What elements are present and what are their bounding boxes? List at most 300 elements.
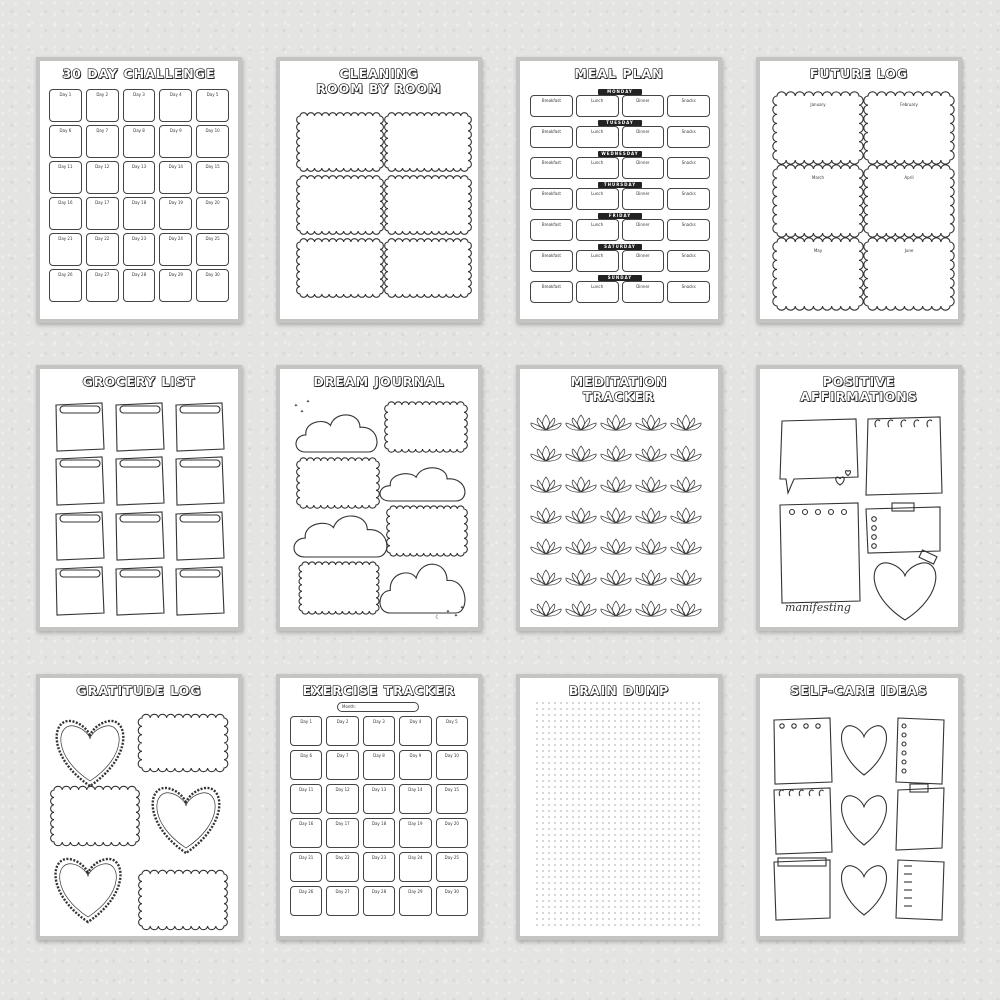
- lotus-icon: [601, 477, 631, 492]
- exercise-day-cell: Day 19: [399, 818, 431, 848]
- exercise-day-cell: Day 4: [399, 716, 431, 746]
- lotus-icon: [531, 570, 561, 585]
- grocery-label-pill: [120, 570, 160, 577]
- meal-row: [530, 250, 710, 272]
- punch-hole: [816, 510, 821, 515]
- exercise-day-cell: Day 13: [363, 784, 395, 814]
- challenge-day-cell: Day 25: [196, 233, 229, 266]
- punch-hole: [792, 724, 796, 728]
- card-positive-affirmations: [756, 365, 962, 631]
- card-title: POSITIVE AFFIRMATIONS: [800, 374, 918, 404]
- punch-hole: [902, 742, 906, 746]
- lotus-petal: [648, 539, 655, 554]
- meal-cell: Breakfast: [530, 281, 573, 303]
- exercise-day-cell: Day 16: [290, 818, 322, 848]
- card-cleaning-room-by-room: [276, 57, 482, 323]
- lotus-icon: [601, 508, 631, 523]
- cloud: [380, 564, 465, 613]
- lotus-petal: [546, 542, 555, 554]
- heart-shape: [842, 796, 887, 845]
- lotus-icon: [636, 539, 666, 554]
- meal-cell: Snacks: [667, 95, 710, 117]
- lotus-petal: [677, 604, 686, 616]
- lotus-petal: [572, 573, 581, 585]
- exercise-day-cell: Day 15: [436, 784, 468, 814]
- lotus-icon: [601, 570, 631, 585]
- spiral-ring: [888, 420, 893, 427]
- note-paper: [774, 860, 830, 920]
- lotus-petal: [683, 539, 690, 554]
- meal-cell: Dinner: [622, 126, 665, 148]
- gratitude-box: [138, 714, 228, 771]
- star-icon: ✦: [445, 609, 451, 615]
- exercise-day-cell: Day 25: [436, 852, 468, 882]
- lotus-petal: [581, 511, 590, 523]
- card-gratitude-log: [36, 674, 242, 940]
- card-title: MEAL PLAN: [574, 66, 664, 81]
- lotus-petal: [537, 418, 546, 430]
- card-title: EXERCISE TRACKER: [302, 683, 456, 698]
- punch-hole: [816, 724, 820, 728]
- lotus-petal: [616, 449, 625, 461]
- lotus-petal: [578, 446, 585, 461]
- lotus-petal: [537, 480, 546, 492]
- room-box: [297, 113, 384, 172]
- exercise-day-cell: Day 18: [363, 818, 395, 848]
- lotus-petal: [642, 511, 651, 523]
- exercise-day-cell: Day 5: [436, 716, 468, 746]
- challenge-day-cell: Day 23: [123, 233, 156, 266]
- punch-hole: [803, 510, 808, 515]
- challenge-day-cell: Day 8: [123, 125, 156, 158]
- lotus-petal: [543, 601, 550, 616]
- exercise-day-cell: Day 28: [363, 886, 395, 916]
- lotus-icon: [671, 601, 701, 616]
- card-title: GROCERY LIST: [82, 374, 196, 389]
- card-title: GRATITUDE LOG: [76, 683, 202, 698]
- card-title: SELF-CARE IDEAS: [790, 683, 928, 698]
- note-paper: [866, 507, 940, 553]
- lotus-icon: [636, 570, 666, 585]
- meal-cell: Lunch: [576, 188, 619, 210]
- spiral-ring: [819, 790, 823, 796]
- punch-hole: [902, 751, 906, 755]
- meal-cell: Snacks: [667, 126, 710, 148]
- grocery-label-pill: [120, 515, 160, 522]
- meal-day-label: WEDNESDAY: [598, 151, 642, 157]
- meal-cell: Breakfast: [530, 95, 573, 117]
- lotus-petal: [572, 604, 581, 616]
- lotus-icon: [566, 570, 596, 585]
- lotus-icon: [671, 508, 701, 523]
- lotus-petal: [543, 415, 550, 430]
- speech-bubble: [780, 419, 858, 493]
- note-paper: [896, 788, 944, 850]
- grocery-label-pill: [60, 406, 100, 413]
- challenge-day-cell: Day 4: [159, 89, 192, 122]
- exercise-day-cell: Day 17: [326, 818, 358, 848]
- lotus-petal: [607, 480, 616, 492]
- lotus-icon: [601, 415, 631, 430]
- lotus-petal: [651, 418, 660, 430]
- lotus-petal: [537, 511, 546, 523]
- lotus-petal: [651, 604, 660, 616]
- grocery-label-pill: [180, 515, 220, 522]
- lotus-icon: [601, 446, 631, 461]
- lotus-icon: [671, 570, 701, 585]
- room-box: [385, 239, 472, 298]
- exercise-day-cell: Day 1: [290, 716, 322, 746]
- meal-row: [530, 219, 710, 241]
- tape-strip: [919, 550, 937, 564]
- lotus-petal: [648, 508, 655, 523]
- challenge-day-cell: Day 7: [86, 125, 119, 158]
- lotus-icon: [671, 477, 701, 492]
- lotus-petal: [651, 480, 660, 492]
- lotus-petal: [616, 511, 625, 523]
- card-brain-dump: [516, 674, 722, 940]
- punch-hole: [872, 544, 877, 549]
- grocery-label-pill: [60, 515, 100, 522]
- grocery-label-pill: [120, 406, 160, 413]
- lotus-icon: [566, 601, 596, 616]
- punch-hole: [842, 510, 847, 515]
- grocery-label-pill: [60, 570, 100, 577]
- room-box: [297, 176, 384, 235]
- dream-journal-shapes: [280, 369, 478, 627]
- exercise-day-cell: Day 24: [399, 852, 431, 882]
- grocery-label-pill: [180, 460, 220, 467]
- lotus-petal: [651, 449, 660, 461]
- moon-icon: ☾: [435, 614, 441, 621]
- lotus-petal: [578, 508, 585, 523]
- month-label: March: [811, 175, 825, 180]
- lotus-petal: [648, 415, 655, 430]
- exercise-day-cell: Day 8: [363, 750, 395, 780]
- meal-cell: Dinner: [622, 250, 665, 272]
- grocery-box: [56, 457, 104, 505]
- meal-day-label: SATURDAY: [598, 244, 642, 250]
- card-exercise-tracker: [276, 674, 482, 940]
- flower-heart: [153, 788, 220, 853]
- grocery-box: [176, 567, 224, 615]
- lotus-petal: [581, 480, 590, 492]
- card-30-day-challenge: [36, 57, 242, 323]
- lotus-icon: [671, 539, 701, 554]
- lotus-icon: [566, 539, 596, 554]
- lotus-icon: [636, 508, 666, 523]
- dream-box: [385, 402, 468, 452]
- lotus-petal: [683, 601, 690, 616]
- lotus-petal: [683, 477, 690, 492]
- meal-day-label: SUNDAY: [598, 275, 642, 281]
- lotus-petal: [581, 418, 590, 430]
- lotus-icon: [636, 477, 666, 492]
- lotus-petal: [648, 477, 655, 492]
- lotus-petal: [578, 415, 585, 430]
- lotus-petal: [578, 570, 585, 585]
- meal-cell: Lunch: [576, 281, 619, 303]
- grocery-box: [56, 567, 104, 615]
- grocery-box: [116, 403, 164, 451]
- challenge-day-cell: Day 13: [123, 161, 156, 194]
- spiral-ring: [914, 420, 919, 427]
- lotus-icon: [531, 539, 561, 554]
- exercise-day-cell: Day 14: [399, 784, 431, 814]
- exercise-day-cell: Day 6: [290, 750, 322, 780]
- lotus-icon: [636, 446, 666, 461]
- lotus-petal: [578, 539, 585, 554]
- meal-cell: Snacks: [667, 219, 710, 241]
- meal-row: [530, 126, 710, 148]
- lotus-petal: [686, 449, 695, 461]
- gratitude-box: [139, 870, 228, 929]
- lotus-petal: [683, 446, 690, 461]
- meal-cell: Lunch: [576, 250, 619, 272]
- lotus-petal: [537, 542, 546, 554]
- challenge-day-cell: Day 22: [86, 233, 119, 266]
- meal-cell: Snacks: [667, 157, 710, 179]
- spiral-ring: [779, 790, 783, 796]
- exercise-day-cell: Day 3: [363, 716, 395, 746]
- card-title: MEDITATION TRACKER: [570, 374, 668, 404]
- star-icon: ✦: [453, 613, 459, 619]
- lotus-petal: [613, 477, 620, 492]
- lotus-petal: [686, 418, 695, 430]
- card-dream-journal: [276, 365, 482, 631]
- cloud: [294, 516, 387, 557]
- exercise-day-cell: Day 20: [436, 818, 468, 848]
- challenge-day-grid: [49, 89, 229, 302]
- lotus-icon: [601, 601, 631, 616]
- lotus-petal: [613, 601, 620, 616]
- room-box: [385, 113, 472, 172]
- grocery-box: [56, 403, 104, 451]
- meal-cell: Dinner: [622, 219, 665, 241]
- note-paper: [780, 503, 860, 603]
- lotus-petal: [543, 508, 550, 523]
- lotus-petal: [616, 418, 625, 430]
- star-icon: ✦: [459, 605, 465, 611]
- lotus-petal: [537, 573, 546, 585]
- lotus-petal: [686, 573, 695, 585]
- exercise-day-cell: Day 23: [363, 852, 395, 882]
- dot-grid: [534, 700, 704, 928]
- card-meal-plan: [516, 57, 722, 323]
- meal-cell: Dinner: [622, 188, 665, 210]
- challenge-day-cell: Day 3: [123, 89, 156, 122]
- lotus-petal: [677, 449, 686, 461]
- lotus-petal: [572, 480, 581, 492]
- challenge-day-cell: Day 28: [123, 269, 156, 302]
- spiral-ring: [809, 790, 813, 796]
- grocery-box: [116, 512, 164, 560]
- lotus-petal: [546, 480, 555, 492]
- meal-row: [530, 95, 710, 117]
- exercise-day-grid: [290, 716, 468, 916]
- lotus-petal: [648, 570, 655, 585]
- lotus-petal: [572, 542, 581, 554]
- lotus-petal: [543, 570, 550, 585]
- month-label: January: [810, 102, 826, 107]
- challenge-day-cell: Day 6: [49, 125, 82, 158]
- lotus-petal: [642, 542, 651, 554]
- heart-shape: [874, 563, 936, 620]
- spiral-ring: [875, 420, 880, 427]
- lotus-petal: [648, 601, 655, 616]
- lotus-icon: [601, 539, 631, 554]
- lotus-petal: [642, 449, 651, 461]
- lotus-petal: [642, 480, 651, 492]
- meal-day-label: THURSDAY: [598, 182, 642, 188]
- room-box: [297, 239, 384, 298]
- tape-strip: [892, 503, 914, 511]
- meal-cell: Breakfast: [530, 219, 573, 241]
- meal-cell: Dinner: [622, 281, 665, 303]
- lotus-petal: [607, 604, 616, 616]
- lotus-petal: [686, 542, 695, 554]
- lotus-petal: [686, 480, 695, 492]
- star-icon: ✦: [293, 403, 299, 409]
- punch-hole: [872, 526, 877, 531]
- lotus-icon: [636, 601, 666, 616]
- lotus-petal: [677, 418, 686, 430]
- lotus-petal: [616, 542, 625, 554]
- lotus-petal: [581, 604, 590, 616]
- grocery-label-pill: [120, 460, 160, 467]
- lotus-petal: [677, 511, 686, 523]
- lotus-petal: [642, 604, 651, 616]
- lotus-petal: [546, 573, 555, 585]
- lotus-petal: [648, 446, 655, 461]
- meal-cell: Breakfast: [530, 126, 573, 148]
- lotus-petal: [613, 415, 620, 430]
- card-meditation-tracker: [516, 365, 722, 631]
- lotus-icon: [531, 508, 561, 523]
- cloud: [296, 415, 377, 452]
- manifesting-text: manifesting: [785, 601, 851, 614]
- challenge-day-cell: Day 30: [196, 269, 229, 302]
- lotus-petal: [572, 418, 581, 430]
- exercise-day-cell: Day 27: [326, 886, 358, 916]
- tape-strip: [910, 784, 928, 792]
- meal-cell: Lunch: [576, 157, 619, 179]
- month-label: June: [904, 248, 914, 253]
- lotus-petal: [642, 573, 651, 585]
- grocery-box: [56, 512, 104, 560]
- challenge-day-cell: Day 18: [123, 197, 156, 230]
- dream-box: [297, 458, 380, 508]
- exercise-day-cell: Day 10: [436, 750, 468, 780]
- grocery-label-pill: [60, 460, 100, 467]
- meal-cell: Lunch: [576, 95, 619, 117]
- lotus-petal: [642, 418, 651, 430]
- room-box: [385, 176, 472, 235]
- card-title: 30 DAY CHALLENGE: [62, 66, 216, 81]
- punch-hole: [872, 517, 877, 522]
- cleaning-boxes: [280, 61, 478, 319]
- grocery-boxes: [40, 369, 238, 627]
- meal-cell: Lunch: [576, 126, 619, 148]
- lotus-petal: [677, 480, 686, 492]
- lotus-petal: [616, 573, 625, 585]
- exercise-day-cell: Day 21: [290, 852, 322, 882]
- lotus-petal: [537, 604, 546, 616]
- flower-heart: [57, 721, 124, 786]
- grocery-box: [116, 567, 164, 615]
- challenge-day-cell: Day 2: [86, 89, 119, 122]
- meal-cell: Snacks: [667, 250, 710, 272]
- lotus-petal: [613, 539, 620, 554]
- meal-cell: Breakfast: [530, 157, 573, 179]
- lotus-petal: [607, 449, 616, 461]
- challenge-day-cell: Day 21: [49, 233, 82, 266]
- spiral-ring: [901, 420, 906, 427]
- dream-box: [299, 562, 379, 614]
- lotus-petal: [578, 601, 585, 616]
- lotus-icon: [531, 415, 561, 430]
- challenge-day-cell: Day 15: [196, 161, 229, 194]
- lotus-petal: [683, 570, 690, 585]
- cloud: [380, 468, 465, 501]
- lotus-icon: [566, 446, 596, 461]
- dream-box: [387, 506, 468, 556]
- lotus-icon: [531, 477, 561, 492]
- lotus-icon: [531, 601, 561, 616]
- lotus-icon: [566, 508, 596, 523]
- future-log-boxes: [760, 61, 958, 319]
- grocery-box: [116, 457, 164, 505]
- meal-cell: Breakfast: [530, 188, 573, 210]
- meal-cell: Dinner: [622, 157, 665, 179]
- challenge-day-cell: Day 29: [159, 269, 192, 302]
- punch-hole: [790, 510, 795, 515]
- lotus-petal: [607, 418, 616, 430]
- lotus-petal: [686, 511, 695, 523]
- challenge-day-cell: Day 10: [196, 125, 229, 158]
- note-paper: [774, 788, 832, 854]
- lotus-petal: [607, 542, 616, 554]
- exercise-day-cell: Day 11: [290, 784, 322, 814]
- flower-heart: [56, 859, 121, 922]
- heart-shape: [842, 726, 887, 775]
- punch-hole: [872, 535, 877, 540]
- exercise-day-cell: Day 30: [436, 886, 468, 916]
- month-label: February: [900, 102, 918, 107]
- card-grocery-list: [36, 365, 242, 631]
- lotus-petal: [537, 449, 546, 461]
- month-label: April: [904, 175, 914, 180]
- card-self-care-ideas: [756, 674, 962, 940]
- punch-hole: [902, 733, 906, 737]
- lotus-petal: [543, 446, 550, 461]
- grocery-box: [176, 512, 224, 560]
- card-title: FUTURE LOG: [809, 66, 909, 81]
- lotus-petal: [607, 511, 616, 523]
- challenge-day-cell: Day 12: [86, 161, 119, 194]
- meal-row: [530, 281, 710, 303]
- lotus-icon: [671, 446, 701, 461]
- lotus-petal: [683, 508, 690, 523]
- punch-hole: [902, 760, 906, 764]
- spiral-ring: [927, 420, 932, 427]
- lotus-petal: [651, 542, 660, 554]
- exercise-day-cell: Day 29: [399, 886, 431, 916]
- exercise-day-cell: Day 22: [326, 852, 358, 882]
- card-title: CLEANING ROOM BY ROOM: [316, 66, 442, 96]
- lotus-petal: [677, 573, 686, 585]
- lotus-icon: [636, 415, 666, 430]
